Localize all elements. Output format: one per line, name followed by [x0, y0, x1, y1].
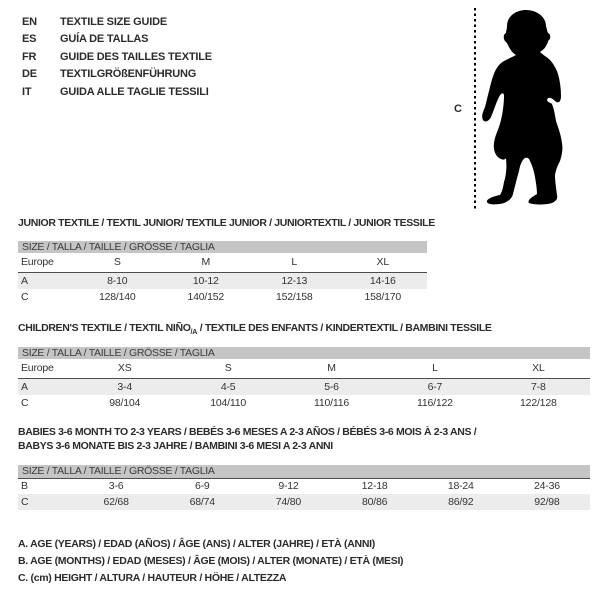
table-cell: 158/170	[364, 291, 402, 303]
table-cell: 24-36	[534, 480, 560, 492]
table-cell: 98/104	[109, 397, 141, 409]
legend-notes	[18, 536, 403, 587]
row-label: B	[21, 480, 28, 492]
language-row-en	[22, 14, 212, 31]
size-column-header: L	[432, 362, 438, 374]
size-column-header: S	[224, 362, 232, 374]
row-label: C	[21, 397, 29, 409]
babies-height-row	[18, 494, 590, 510]
children-columns-row	[18, 359, 590, 379]
children-table-title	[18, 321, 492, 340]
children-size-table	[18, 347, 590, 411]
language-code: FR	[22, 50, 37, 63]
table-cell: 104/110	[210, 397, 246, 409]
table-cell: 116/122	[417, 397, 453, 409]
table-cell: 74/80	[275, 496, 302, 508]
junior-height-row	[18, 289, 427, 305]
size-column-header: XL	[532, 362, 545, 374]
junior-age-row	[18, 273, 427, 289]
table-cell: 62/68	[103, 496, 129, 508]
region-label: Europe	[21, 362, 54, 374]
babies-size-table	[18, 465, 590, 510]
size-column-header: M	[327, 362, 336, 374]
table-cell: 128/140	[98, 291, 136, 303]
babies-title-line2: BABYS 3-6 MONATE BIS 2-3 JAHRE / BAMBINI 3-6 MESI A 2-3 ANNI	[18, 440, 333, 452]
size-column-header: XL	[376, 256, 389, 268]
table-cell: 86/92	[448, 496, 474, 508]
table-cell: 18-24	[447, 480, 474, 492]
table-cell: 68/74	[189, 496, 215, 508]
size-column-header: S	[113, 256, 121, 268]
junior-size-table	[18, 241, 427, 305]
babies-table-title	[18, 425, 476, 453]
table-cell: 3-4	[117, 381, 132, 393]
row-label: A	[21, 275, 28, 287]
size-column-header: M	[201, 256, 211, 268]
table-cell: 12-13	[281, 275, 308, 287]
table-cell: 110/116	[314, 397, 350, 409]
babies-title-line1: BABIES 3-6 MONTH TO 2-3 YEARS / BEBÉS 3-6 MESES A 2-3 AÑOS / BÉBÉS 3-6 MOIS À 2-3 ANS /	[18, 426, 477, 438]
table-cell: 6-9	[194, 480, 210, 492]
table-cell: 12-18	[361, 480, 388, 492]
children-title-suffix: / TEXTILE DES ENFANTS / KINDERTEXTIL / BAMBINI TESSILE	[197, 322, 492, 334]
language-title-list	[22, 14, 212, 101]
row-label: A	[21, 381, 28, 393]
language-code: IT	[22, 85, 32, 98]
children-age-row	[18, 379, 590, 395]
height-measure-dotted-line	[474, 8, 476, 210]
guide-title-es: GUÍA DE TALLAS	[60, 33, 149, 46]
table-cell: 80/86	[361, 496, 388, 508]
language-code: ES	[22, 33, 37, 46]
note-height-cm: C. (cm) HEIGHT / ALTURA / HAUTEUR / HÖHE / ALTEZZA	[18, 572, 287, 584]
language-row-it	[22, 84, 212, 101]
guide-title-fr: GUIDE DES TAILLES TEXTILE	[60, 50, 212, 63]
junior-table-title: JUNIOR TEXTILE / TEXTIL JUNIOR/ TEXTILE JUNIOR / JUNIORTEXTIL / JUNIOR TESSILE	[18, 217, 435, 229]
size-header-bar: SIZE / TALLA / TAILLE / GRÖSSE / TAGLIA	[18, 241, 427, 253]
table-cell: 7-8	[531, 381, 546, 393]
baby-silhouette-image	[482, 10, 596, 208]
note-age-months: B. AGE (MONTHS) / EDAD (MESES) / ÂGE (MOIS) / ALTER (MONATE) / ETÀ (MESI)	[18, 555, 404, 567]
size-column-header: L	[291, 256, 298, 268]
table-cell: 122/128	[520, 397, 557, 409]
table-cell: 152/158	[275, 291, 313, 303]
children-title-prefix: CHILDREN'S TEXTILE / TEXTIL NIÑO	[18, 322, 191, 334]
region-label: Europe	[21, 256, 54, 268]
language-code: EN	[22, 16, 37, 28]
language-row-de	[22, 66, 212, 83]
row-label: C	[21, 496, 29, 508]
row-label: C	[21, 291, 29, 303]
children-height-row	[18, 395, 590, 411]
table-cell: 5-6	[324, 381, 339, 393]
table-cell: 3-6	[108, 480, 124, 492]
size-header-bar: SIZE / TALLA / TAILLE / GRÖSSE / TAGLIA	[18, 465, 590, 479]
guide-title-de: TEXTILGRÖßENFÜHRUNG	[60, 68, 197, 81]
height-measure-label: C	[454, 103, 462, 115]
language-row-fr	[22, 49, 212, 66]
guide-title-en: TEXTILE SIZE GUIDE	[60, 16, 168, 28]
size-column-header: XS	[117, 362, 132, 374]
table-cell: 9-12	[278, 480, 299, 492]
children-title-subscript: /A	[190, 329, 198, 337]
guide-title-it: GUIDA ALLE TAGLIE TESSILI	[60, 85, 209, 98]
language-row-es	[22, 31, 212, 48]
language-code: DE	[22, 68, 37, 81]
table-cell: 140/152	[187, 291, 225, 303]
table-cell: 10-12	[192, 275, 219, 287]
table-cell: 8-10	[107, 275, 128, 287]
table-cell: 4-5	[220, 381, 236, 393]
size-header-bar: SIZE / TALLA / TAILLE / GRÖSSE / TAGLIA	[18, 347, 590, 359]
table-cell: 14-16	[369, 275, 396, 287]
babies-age-row	[18, 479, 590, 494]
baby-silhouette-icon	[482, 10, 596, 208]
note-age-years: A. AGE (YEARS) / EDAD (AÑOS) / ÂGE (ANS) / ALTER (JAHRE) / ETÀ (ANNI)	[18, 538, 375, 550]
table-cell: 6-7	[427, 381, 443, 393]
junior-columns-row	[18, 253, 427, 273]
table-cell: 92/98	[534, 496, 560, 508]
